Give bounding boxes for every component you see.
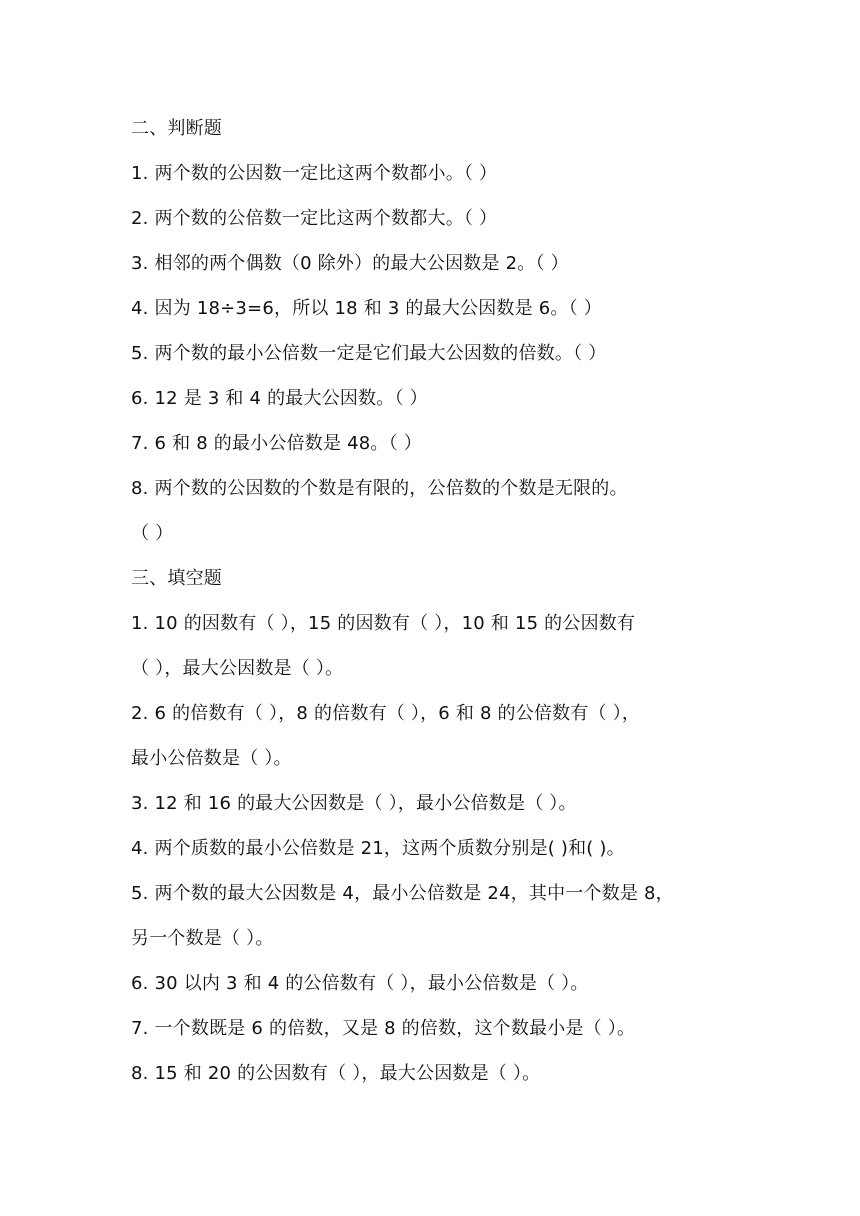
judge-question-4: 4. 因为 18÷3=6，所以 18 和 3 的最大公因数是 6。（ ） (131, 298, 602, 319)
judge-question-3: 3. 相邻的两个偶数（0 除外）的最大公因数是 2。（ ） (131, 253, 569, 274)
judge-question-2: 2. 两个数的公倍数一定比这两个数都大。（ ） (131, 208, 498, 229)
fill-question-7: 7. 一个数既是 6 的倍数，又是 8 的倍数，这个数最小是（ ）。 (131, 1018, 636, 1039)
judge-question-8-answer: （ ） (131, 523, 174, 544)
worksheet-content (131, 106, 736, 1096)
judge-question-7: 7. 6 和 8 的最小公倍数是 48。（ ） (131, 433, 422, 454)
fill-question-6: 6. 30 以内 3 和 4 的公倍数有（ ），最小公倍数是（ ）。 (131, 973, 589, 994)
fill-question-3: 3. 12 和 16 的最大公因数是（ ），最小公倍数是（ ）。 (131, 793, 577, 814)
fill-question-2: 2. 6 的倍数有（ ），8 的倍数有（ ），6 和 8 的公倍数有（ ）， (131, 703, 641, 724)
fill-question-2-cont: 最小公倍数是（ ）。 (131, 748, 292, 769)
fill-question-5: 5. 两个数的最大公因数是 4，最小公倍数是 24，其中一个数是 8， (131, 883, 674, 904)
fill-question-8: 8. 15 和 20 的公因数有（ ），最大公因数是（ ）。 (131, 1063, 541, 1084)
fill-question-1-cont: （ ），最大公因数是（ ）。 (131, 658, 344, 679)
section-title-judge: 二、判断题 (131, 118, 222, 139)
judge-question-5: 5. 两个数的最小公倍数一定是它们最大公因数的倍数。（ ） (131, 343, 607, 364)
fill-question-5-cont: 另一个数是（ ）。 (131, 928, 274, 949)
section-title-fill: 三、填空题 (131, 568, 222, 589)
fill-question-1: 1. 10 的因数有（ ），15 的因数有（ ），10 和 15 的公因数有 (131, 613, 636, 634)
fill-question-4: 4. 两个质数的最小公倍数是 21，这两个质数分别是( )和( )。 (131, 838, 625, 859)
judge-question-6: 6. 12 是 3 和 4 的最大公因数。（ ） (131, 388, 428, 409)
judge-question-8: 8. 两个数的公因数的个数是有限的，公倍数的个数是无限的。 (131, 478, 628, 499)
judge-question-1: 1. 两个数的公因数一定比这两个数都小。（ ） (131, 163, 498, 184)
